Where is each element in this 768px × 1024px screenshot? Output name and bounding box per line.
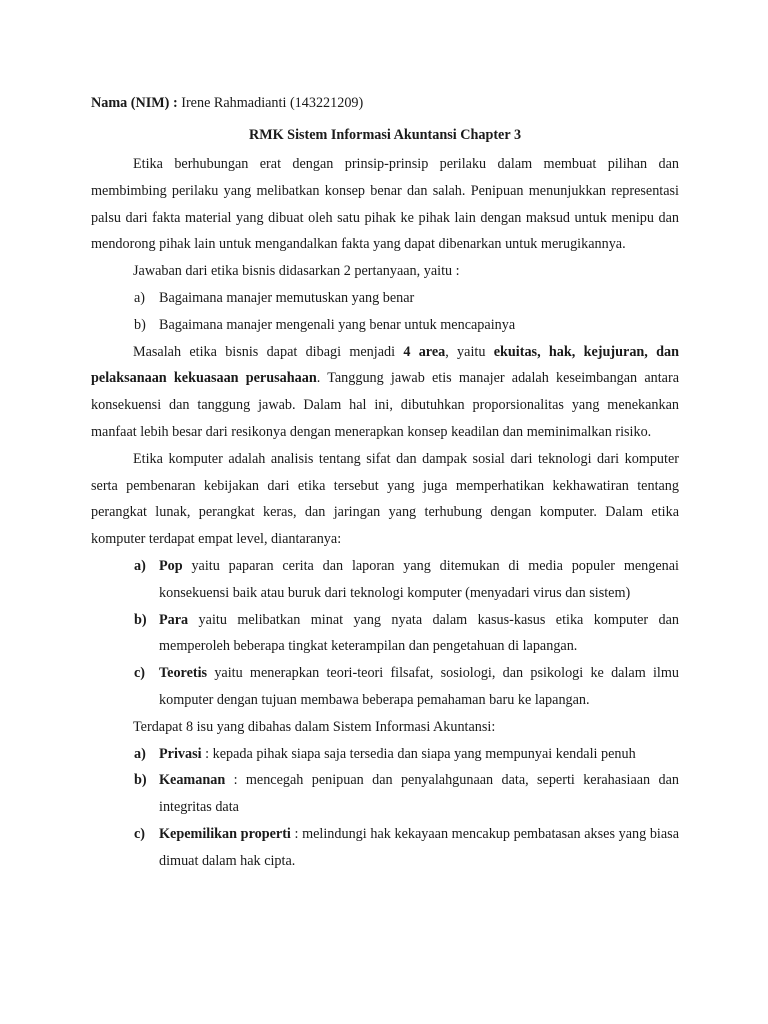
- list-item-text: yaitu paparan cerita dan laporan yang ditemukan di media populer mengenai konsekuensi baik atau buruk dari teknologi komputer (menyadari virus dan sistem): [159, 557, 679, 601]
- list-item-text: : melindungi hak kekayaan mencakup pembatasan akses yang biasa dimuat dalam hak cipta.: [159, 825, 679, 869]
- paragraph-ethics-areas: [91, 339, 679, 446]
- text-run: . Tanggung jawab etis manajer adalah keseimbangan antara konsekuensi dan tanggung jawab. Dalam hal ini, dibutuhkan proporsionalitas yang menekankan manfaat lebih besar dari resikonya dengan menerapkan konsep keadilan dan meminimalkan risiko.: [91, 370, 679, 440]
- name-label: Nama (NIM) :: [91, 95, 178, 111]
- list-item-text: Bagaimana manajer memutuskan yang benar: [159, 289, 415, 306]
- list-marker: b): [134, 772, 147, 789]
- paragraph-computer-ethics: Etika komputer adalah analisis tentang sifat dan dampak sosial dari teknologi dari komputer serta pembenaran kebijakan dari etika tersebut yang juga memperhatikan kekhawatiran tentang perangkat lunak, perangkat keras, dan jaringan yang terhubung dengan komputer. Dalam etika komputer terdapat empat level, diantaranya:: [91, 450, 679, 548]
- list-item-text: : mencegah penipuan dan penyalahgunaan data, seperti kerahasiaan dan integritas data: [159, 772, 679, 816]
- ais-issues-list: [91, 741, 679, 875]
- list-marker: b): [134, 611, 147, 628]
- paragraph-business-ethics-questions: Jawaban dari etika bisnis didasarkan 2 pertanyaan, yaitu :: [133, 263, 460, 280]
- list-item-term: Teoretis: [159, 665, 208, 682]
- document-title: RMK Sistem Informasi Akuntansi Chapter 3: [248, 127, 522, 143]
- list-marker: c): [134, 665, 146, 682]
- list-marker: a): [134, 289, 146, 306]
- author-line: [91, 91, 679, 115]
- list-marker: a): [134, 557, 146, 574]
- list-item-term: Para: [159, 611, 189, 628]
- list-marker: a): [134, 745, 146, 762]
- ethics-levels-list: [91, 553, 679, 714]
- list-marker: c): [134, 825, 146, 842]
- list-item-text: : kepada pihak siapa saja tersedia dan siapa yang mempunyai kendali penuh: [201, 745, 636, 762]
- list-item: [91, 741, 679, 768]
- text-run: , yaitu: [445, 343, 494, 360]
- list-item-text: yaitu melibatkan minat yang nyata dalam kasus-kasus etika komputer dan memperoleh beberapa tingkat keterampilan dan pengetahuan di lapangan.: [159, 611, 679, 655]
- name-value: Irene Rahmadianti (143221209): [177, 95, 364, 111]
- bold-run: ekuitas, hak, kejujuran, dan pelaksanaan kekuasaan perusahaan: [91, 343, 680, 387]
- paragraph-ethics-intro: Etika berhubungan erat dengan prinsip-prinsip perilaku dalam membuat pilihan dan membimbing perilaku yang melibatkan konsep benar dan salah. Penipuan menunjukkan representasi palsu dari fakta material yang dibuat oleh satu pihak ke pihak lain dengan maksud untuk menipu dan mendorong pihak lain untuk mengandalkan fakta yang dapat dibenarkan untuk merugikannya.: [91, 156, 679, 253]
- list-item-term: Kepemilikan properti: [159, 825, 291, 842]
- list-item: [91, 660, 679, 714]
- bold-run: 4 area: [403, 343, 446, 360]
- list-item-term: Privasi: [159, 745, 202, 762]
- document-body: [91, 91, 679, 875]
- text-run: Masalah etika bisnis dapat dibagi menjadi: [133, 343, 404, 360]
- questions-list: [91, 285, 679, 339]
- list-item: [91, 285, 679, 312]
- list-marker: b): [134, 316, 146, 333]
- list-item: [91, 607, 679, 661]
- list-item: [91, 553, 679, 607]
- paragraph-ais-issues: Terdapat 8 isu yang dibahas dalam Sistem Informasi Akuntansi:: [133, 718, 496, 735]
- list-item-term: Keamanan: [159, 772, 226, 789]
- list-item-text: Bagaimana manajer mengenali yang benar untuk mencapainya: [159, 316, 516, 333]
- list-item: [91, 821, 679, 875]
- list-item-text: yaitu menerapkan teori-teori filsafat, sosiologi, dan psikologi ke dalam ilmu komputer dengan tujuan membawa beberapa pemahaman baru ke lapangan.: [159, 665, 679, 708]
- list-item: [91, 312, 679, 339]
- list-item-term: Pop: [159, 557, 183, 574]
- list-item: [91, 767, 679, 821]
